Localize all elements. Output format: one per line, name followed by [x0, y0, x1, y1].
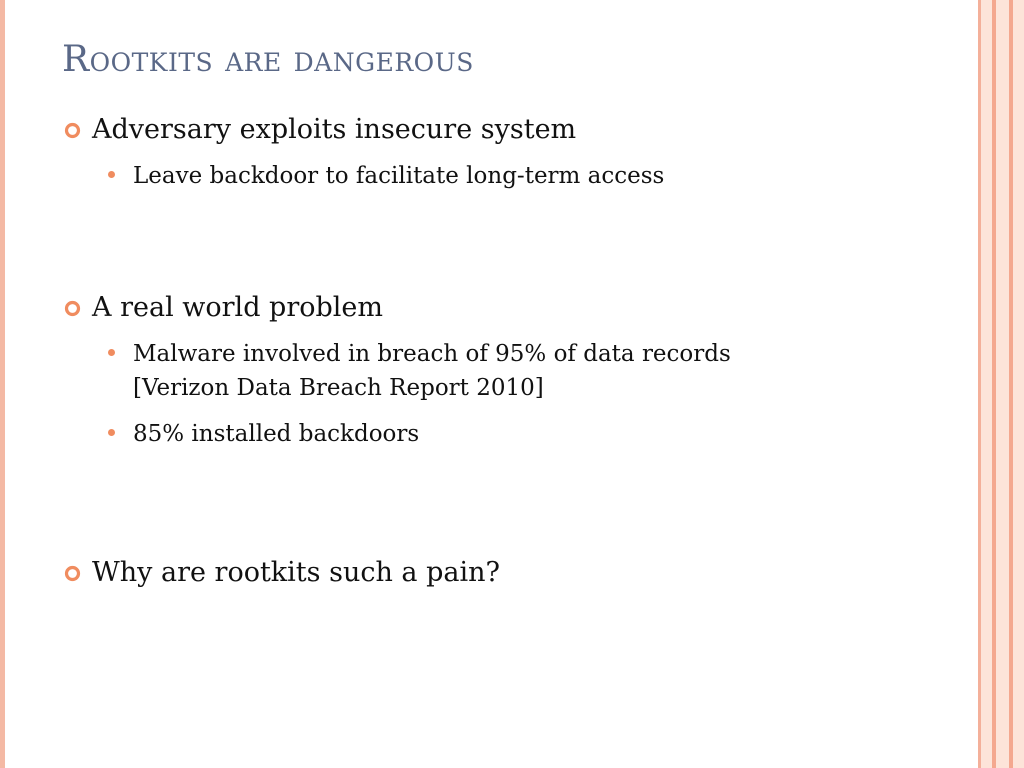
- sub-bullet-line: 85% installed backdoors: [133, 421, 420, 447]
- sub-bullet-line: Malware involved in breach of 95% of data records: [133, 341, 731, 367]
- sub-bullet-text: [133, 417, 419, 451]
- sub-bullet-line: [Verizon Data Breach Report 2010]: [133, 375, 544, 401]
- sub-bullet-item: [108, 337, 731, 405]
- bullet-item: [64, 556, 500, 590]
- border-stripe: [981, 0, 992, 768]
- sub-bullet-item: [108, 417, 419, 451]
- sub-bullet-line: Leave backdoor to facilitate long-term access: [133, 163, 665, 189]
- sub-bullet-item: [108, 159, 664, 193]
- bullet-text: Why are rootkits such a pain?: [92, 557, 500, 588]
- orange-ring-bullet-icon: [64, 122, 81, 139]
- bullet-item: [64, 113, 576, 147]
- bullet-text: Adversary exploits insecure system: [92, 114, 577, 145]
- slide-title: Rootkits are dangerous: [62, 39, 474, 80]
- orange-ring-bullet-icon: [64, 300, 81, 317]
- orange-ring-bullet-icon: [64, 565, 81, 582]
- dot-bullet-icon: [108, 171, 115, 178]
- border-stripe: [996, 0, 1009, 768]
- bullet-text: A real world problem: [92, 292, 384, 323]
- border-stripe: [1013, 0, 1024, 768]
- dot-bullet-icon: [108, 429, 115, 436]
- dot-bullet-icon: [108, 349, 115, 356]
- sub-bullet-text: [133, 159, 664, 193]
- sub-bullet-text: [133, 337, 731, 405]
- bullet-item: [64, 291, 383, 325]
- right-decorative-border: [978, 0, 1024, 768]
- left-border-line: [0, 0, 5, 768]
